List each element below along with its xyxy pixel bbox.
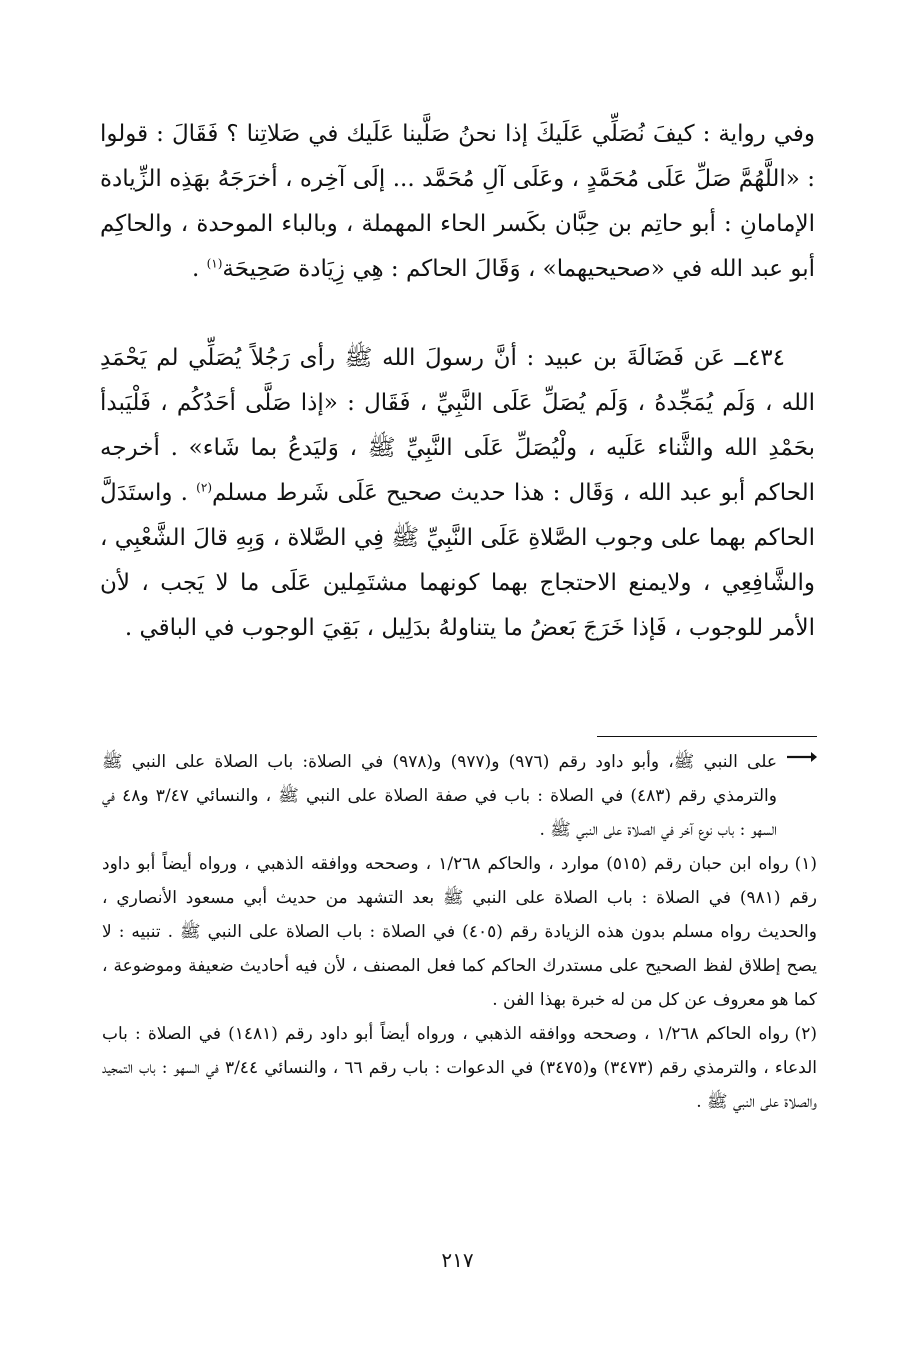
paragraph-riwaya-end: .	[191, 256, 207, 282]
footnote-ref-2[interactable]: (٢)	[196, 480, 212, 495]
footnote-2	[102, 1017, 817, 1119]
footnote-continuation-text: على النبي ﷺ، وأبو داود رقم (٩٧٦) و(٩٧٧) و(٩٧٨) في الصلاة: باب الصلاة على النبي ﷺ والترمذي رقم (٤٨٣) في الصلاة : باب في صفة الصلاة على النبي ﷺ ، والنسائي ٣/٤٧ و٤٨ في السهو : باب نوع آخر في الصلاة على النبي ﷺ .	[102, 752, 777, 840]
footnote-divider	[597, 736, 817, 737]
paragraph-hadith-434	[100, 336, 815, 651]
paragraph-hadith-434-text-a: ٤٣٤ــ عَن فَضَالَةَ بن عبيد : أنَّ رسولَ الله ﷺ رأى رَجُلاً يُصَلِّي لم يَحْمَدِ الله ، وَلَم يُمَجِّدهُ ، وَلَم يُصَلِّ عَلَى النَّبِيِّ ، فَقَال : «إذا صَلَّى أحَدُكُم ، فَلْيَبدأ بحَمْدِ الله والثَّناء عَلَيه ، ولْيُصَلِّ عَلَى النَّبِيِّ ﷺ ، وَليَدعُ بما شَاء» . أخرجه الحاكم أبو عبد الله ، وَقَال : هذا حديث صحيح عَلَى شَرط مسلم	[100, 345, 815, 506]
paragraph-hadith-434-text-b: . واستَدَلَّ الحاكم بهما على وجوب الصَّلاةِ عَلَى النَّبِيِّ ﷺ فِي الصَّلاة ، وَبِهِ قالَ الشَّعْبِي ، والشَّافِعِي ، ولايمنع الاحتجاج بهما كونهما مشتَمِلين عَلَى ما لا يَجب ، لأن الأمر للوجوب ، فَإذا خَرَجَ بَعضُ ما يتناولهُ بدَلِيل ، بَقِيَ الوجوب في الباقي .	[100, 480, 815, 641]
footnotes	[102, 745, 817, 1119]
paragraph-riwaya	[100, 112, 815, 292]
footnote-1-text: رواه ابن حبان رقم (٥١٥) موارد ، والحاكم ١/٢٦٨ ، وصححه ووافقه الذهبي ، ورواه أيضاً أبو داود رقم (٩٨١) في الصلاة : باب الصلاة على النبي ﷺ بعد التشهد من حديث أبي مسعود الأنصاري ، والحديث رواه مسلم بدون هذه الزيادة رقم (٤٠٥) في الصلاة : باب الصلاة على النبي ﷺ . تنبيه : لا يصح إطلاق لفظ الصحيح على مستدرك الحاكم كما فعل المصنف ، لأن فيه أحاديث ضعيفة وموضوعة ، كما هو معروف عن كل من له خبرة بهذا الفن .	[102, 854, 817, 1010]
paragraph-gap	[100, 292, 815, 336]
footnote-continuation	[102, 745, 817, 847]
main-text	[100, 112, 815, 651]
page-number: ٢١٧	[441, 1248, 474, 1272]
footnote-2-text: رواه الحاكم ١/٢٦٨ ، وصححه ووافقه الذهبي ، ورواه أيضاً أبو داود رقم (١٤٨١) في الصلاة : باب الدعاء ، والترمذي رقم (٣٤٧٣) و(٣٤٧٥) في الدعوات : باب رقم ٦٦ ، والنسائي ٣/٤٤ في السهو : باب التمجيد والصلاة على النبي ﷺ .	[102, 1024, 817, 1112]
right-arrow-icon	[783, 745, 817, 779]
footnote-1-number: (١)	[794, 854, 817, 874]
footnote-1	[102, 847, 817, 1017]
footnote-ref-1[interactable]: (١)	[206, 256, 223, 271]
footnote-2-number: (٢)	[794, 1024, 817, 1044]
paragraph-riwaya-text: وفي رواية : كيفَ نُصَلِّي عَلَيكَ إذا نحنُ صَلَّينا عَلَيك في صَلاتِنا ؟ فَقَالَ : قولوا : «اللَّهُمَّ صَلِّ عَلَى مُحَمَّدٍ ، وعَلَى آلِ مُحَمَّد ... إلَى آخِره ، أخرَجَهُ بهَذِه الزِّيادة الإمامانِ : أبو حاتِم بن حِبَّان بكَسر الحاء المهملة ، وبالباء الموحدة ، والحاكِم أبو عبد الله في «صحيحيهما» ، وَقَالَ الحاكم : هِي زِيَادة صَحِيحَة	[100, 121, 815, 282]
